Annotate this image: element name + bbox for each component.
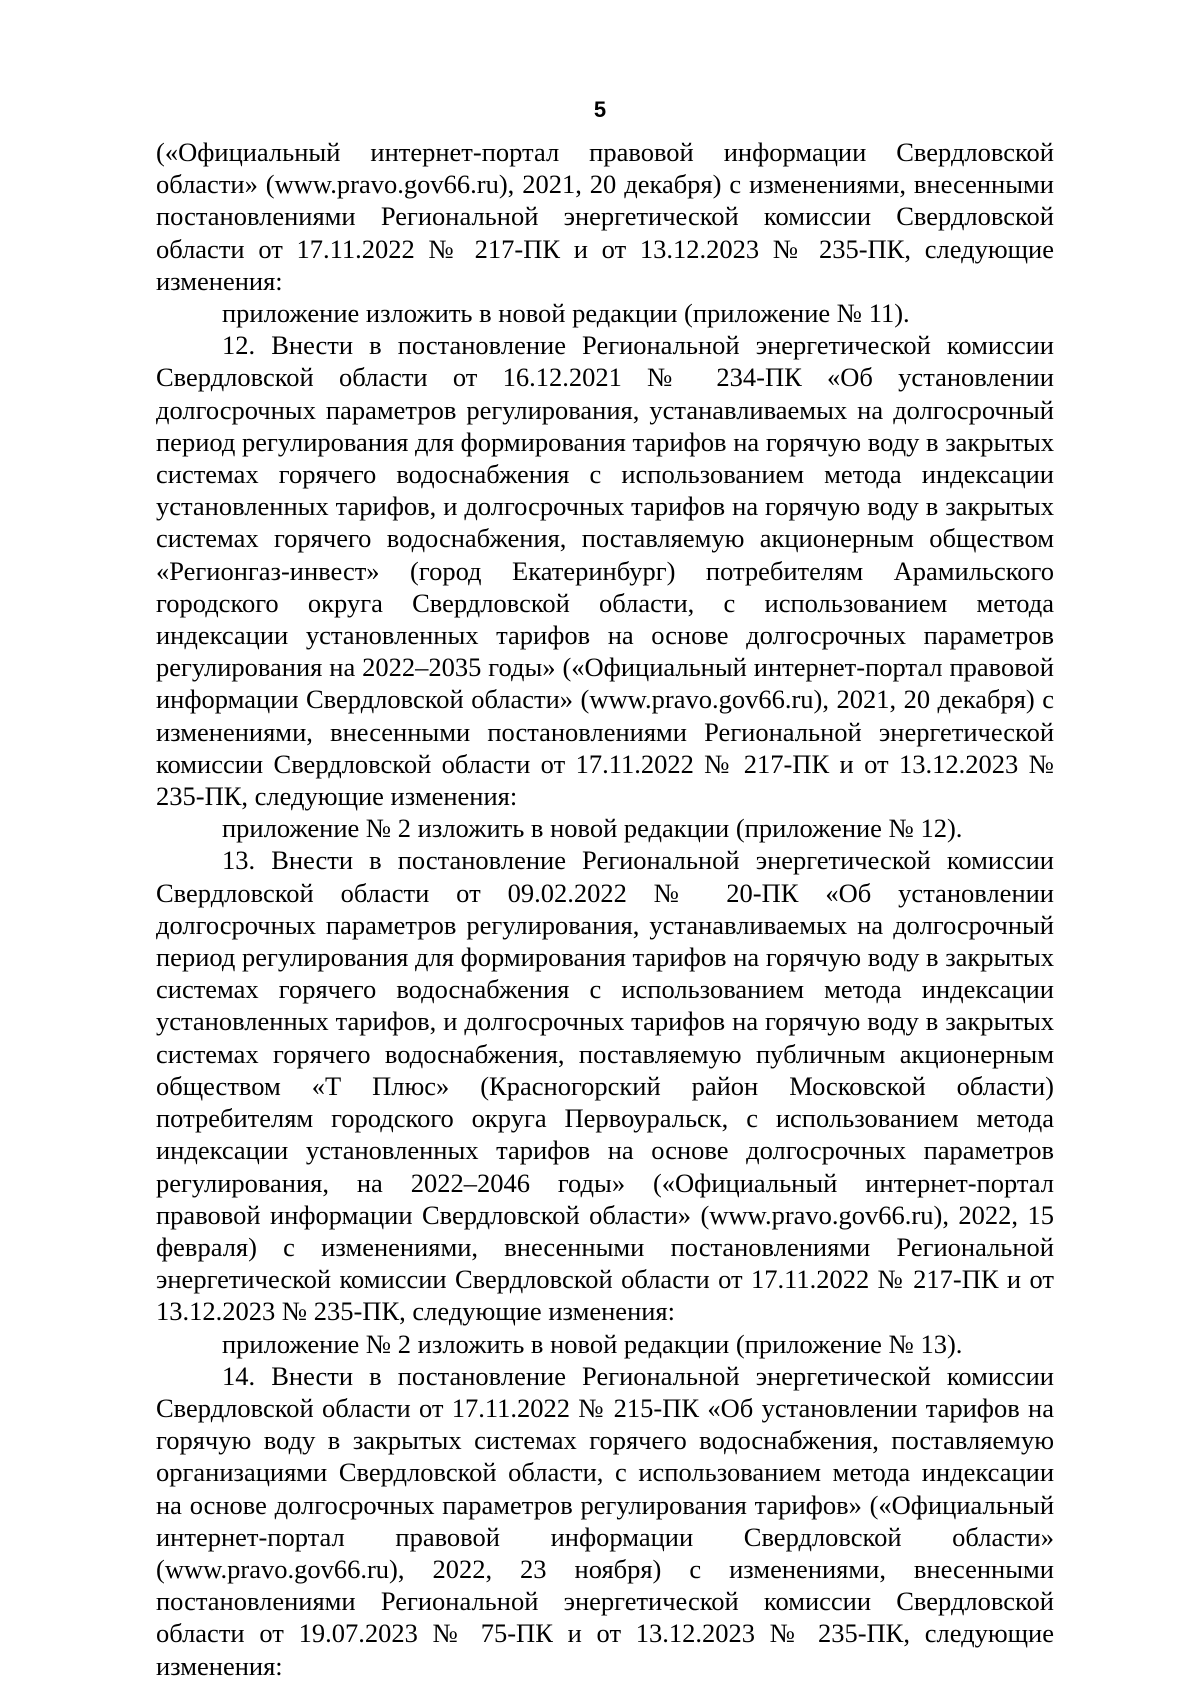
paragraph-continuation: («Официальный интернет-портал правовой информации Свердловской области» (www.pravo.gov66.ru), 2021, 20 декабря) с изменениями, внесенными постановлениями Региональной энергетической комиссии Свердловской области от 17.11.2022 № 217-ПК и от 13.12.2023 № 235-ПК, следующие изменения: [156, 137, 1054, 296]
paragraph-appendix-12: приложение № 2 изложить в новой редакции (приложение № 12). [222, 813, 963, 844]
paragraph-item-13: 13. Внести в постановление Региональной энергетической комиссии Свердловской области от 09.02.2022 № 20-ПК «Об установлении долгосрочных параметров регулирования, устанавливаемых на долгосрочный период регулирования для формирования тарифов на горячую воду в закрытых системах горячего водоснабжения с использованием метода индексации установленных тарифов, и долгосрочных тарифов на горячую воду в закрытых системах горячего водоснабжения, поставляемую публичным акционерным обществом «Т Плюс» (Красногорский район Московской области) потребителям городского округа Первоуральск, с использованием метода индексации установленных тарифов на основе долгосрочных параметров регулирования, на 2022–2046 годы» («Официальный интернет-портал правовой информации Свердловской области» (www.pravo.gov66.ru), 2022, 15 февраля) с изменениями, внесенными постановлениями Региональной энергетической комиссии Свердловской области от 17.11.2022 № 217-ПК и от 13.12.2023 № 235-ПК, следующие изменения: [156, 845, 1054, 1327]
paragraph-appendix-11: приложение изложить в новой редакции (приложение № 11). [222, 298, 910, 329]
paragraph-item-14: 14. Внести в постановление Региональной энергетической комиссии Свердловской области от 17.11.2022 № 215-ПК «Об установлении тарифов на горячую воду в закрытых системах горячего водоснабжения, поставляемую организациями Свердловской области, с использованием метода индексации на основе долгосрочных параметров регулирования тарифов» («Официальный интернет-портал правовой информации Свердловской области» (www.pravo.gov66.ru), 2022, 23 ноября) с изменениями, внесенными постановлениями Региональной энергетической комиссии Свердловской области от 19.07.2023 № 75-ПК и от 13.12.2023 № 235-ПК, следующие изменения: [156, 1360, 1054, 1681]
paragraph-appendix-13: приложение № 2 изложить в новой редакции (приложение № 13). [222, 1328, 963, 1359]
paragraph-item-12: 12. Внести в постановление Региональной энергетической комиссии Свердловской области от 16.12.2021 № 234-ПК «Об установлении долгосрочных параметров регулирования, устанавливаемых на долгосрочный период регулирования для формирования тарифов на горячую воду в закрытых системах горячего водоснабжения с использованием метода индексации установленных тарифов, и долгосрочных тарифов на горячую воду в закрытых системах горячего водоснабжения, поставляемую акционерным обществом «Регионгаз-инвест» (город Екатеринбург) потребителям Арамильского городского округа Свердловской области, с использованием метода индексации установленных тарифов на основе долгосрочных параметров регулирования на 2022–2035 годы» («Официальный интернет-портал правовой информации Свердловской области» (www.pravo.gov66.ru), 2021, 20 декабря) с изменениями, внесенными постановлениями Региональной энергетической комиссии Свердловской области от 17.11.2022 № 217-ПК и от 13.12.2023 № 235-ПК, следующие изменения: [156, 330, 1054, 812]
document-body [156, 136, 1054, 1682]
page-number: 5 [593, 97, 607, 122]
